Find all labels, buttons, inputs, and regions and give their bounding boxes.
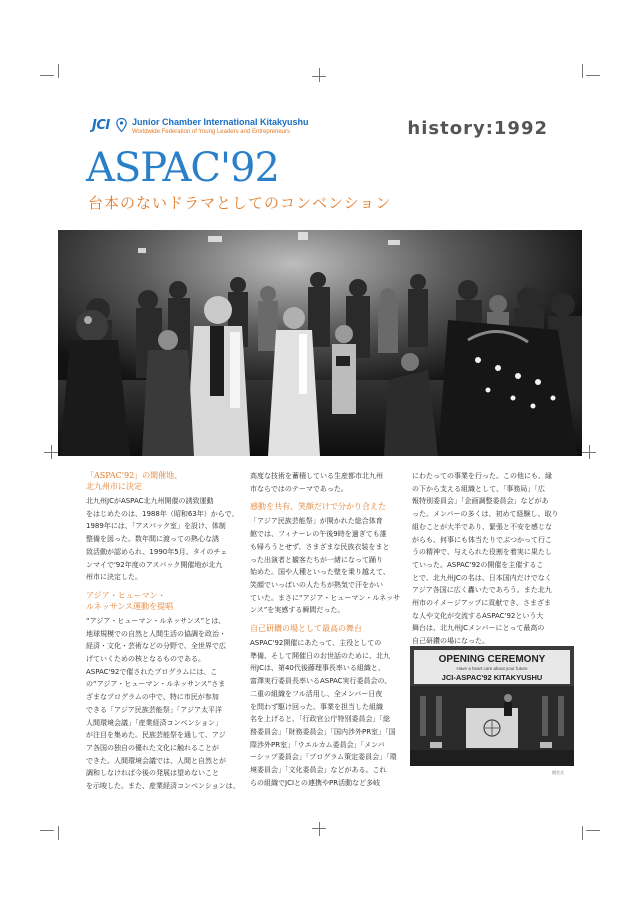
opening-ceremony-photo: [410, 646, 574, 766]
crop-mark: [58, 64, 59, 78]
text-column-2: [250, 470, 408, 795]
jci-logo: [92, 116, 352, 142]
logo-tagline: Worldwide Federation of Young Leaders and Entrepreneurs: [132, 129, 290, 135]
crop-mark: [586, 75, 600, 76]
page-title: ASPAC'92: [86, 145, 279, 191]
ceremony-photo-illustration: [410, 646, 574, 766]
banner-event: JCI-ASPAC'92 KITAKYUSHU: [441, 673, 543, 682]
paragraph: 北九州JCがASPAC北九州開催の誘致運動 をはじめたのは、1988年（昭和63年）からで、 1989年には、「アスパック室」を設け、体制 整備を図った。数年間に渡っての熱心な誘 致活動が認められ、1990年5月、タイのチェ ンマイで'92年度のアスパック開催地が北九 州市に決定した。: [86, 497, 239, 582]
crop-mark: [319, 822, 320, 836]
crop-mark: [582, 826, 583, 840]
crowd-photo-illustration: [58, 230, 582, 456]
paragraph: “アジア・ヒューマン・ルネッサンス”とは、 地球規模での自然と人間生活の協調を政治・ 経済・文化・芸術などの分野で、全世界で広 げていくための核となるものである。 ASPAC'92で催されたプログラムには、こ の“アジア・ヒューマン・ルネッサンス”さま ざまなプログラムの中で、特に市民が参加 できる「アジア民族芸能祭」「アジア太平洋 人間環境会議」「産業経済コンベンション」 が注目を集めた。民族芸能祭を通して、アジ ア各国の独自の優れた文化に触れることが できた。人間環境会議では、人間と自然とが 調和しなければ今後の発展は望めないこと を示唆した。また、産業経済コンベンションは、: [86, 616, 240, 791]
paragraph: 高度な技術を蓄積している生産都市北九州 市ならではのテーマであった。: [250, 472, 383, 493]
section-heading: 感動を共有、笑顔だけで分かり合えた: [250, 502, 386, 512]
banner-title: OPENING CEREMONY: [438, 654, 546, 665]
crop-mark: [51, 445, 52, 459]
crop-mark: [58, 826, 59, 840]
logo-mark: JCI: [92, 118, 110, 133]
page-subtitle: 台本のないドラマとしてのコンベンション: [88, 194, 392, 212]
crop-mark: [589, 445, 590, 459]
section-heading: 「ASPAC'92」の開催地、 北九州市に決定: [86, 471, 183, 491]
section-heading: アジア・ヒューマン・ ルネッサンス運動を提唱: [86, 590, 174, 611]
history-label: history:1992: [407, 118, 548, 139]
text-column-3: [412, 470, 570, 654]
section-heading: 自己研鑽の場として最高の舞台: [250, 624, 362, 634]
paragraph: にわたっての事業を行った。この他にも、縁 の下から支える組織として、「事務局」「広 報特別委員会」「企画調整委員会」などがあ った。メンバーの多くは、初めて経験し、取り 組むことが大半であり、緊張と不安を感じな がらも、何事にも体当たりでぶつかって行こ うの精神で、与えられた役割を着実に果たし ていった。ASPAC'92の開催を主催するこ とで、北九州JCの名は、日本国内だけでなく アジア各国に広く轟いたであろう。また北九 州市のイメージアップに貢献でき、さまざま な人や文化が交流するASPAC'92という大 舞台は、北九州JCメンバーにとって最高の 自己研鑽の場になった。: [412, 472, 559, 646]
crop-mark: [586, 830, 600, 831]
text-column-1: [86, 470, 244, 799]
photo-caption: 開会式: [552, 770, 564, 775]
crop-mark: [582, 64, 583, 78]
main-photo: [58, 230, 582, 456]
location-pin-icon: [116, 118, 127, 132]
paragraph: ASPAC'92開催にあたって、主役としての 準備、そして開催日のお世話のために、北九 州JCは、第40代後藤理事長率いる組織と、 富澤実行委員長率いるASPAC実行委員会の、 二重の組織をフル活用し、全メンバー日夜 を問わず駆け回った。事業を担当した組織 名を上げると、「行政官公庁特別委員会」「総 務委員会」「財務委員会」「国内渉外PR室」「国 際渉外PR室」「ウエルカム委員会」「メンバ ーシップ委員会」「プログラム策定委員会」「環 境委員会」「文化委員会」などがある。これ らの組織でJCIとの連携やPR活動など多岐: [250, 639, 397, 787]
crop-mark: [319, 68, 320, 82]
crop-mark: [40, 830, 54, 831]
logo-org-name: Junior Chamber International Kitakyushu: [132, 117, 309, 127]
paragraph: 「アジア民族芸能祭」が開かれた総合体育 館では、フィナーレの午後9時を過ぎても誰 も帰ろうとせず、さまざまな民族衣装をまと った出演者と観客たちが一緒になって踊り 始めた。国や人種といった壁を乗り越えて、 笑顔でいっぱいの人たちが熱気で汗をかい ていた。まさに“アジア・ヒューマン・ルネッサ ンス”を実感する瞬間だった。: [250, 517, 401, 615]
banner-tagline: Have a heart care about your future: [456, 666, 528, 671]
crop-mark: [40, 75, 54, 76]
